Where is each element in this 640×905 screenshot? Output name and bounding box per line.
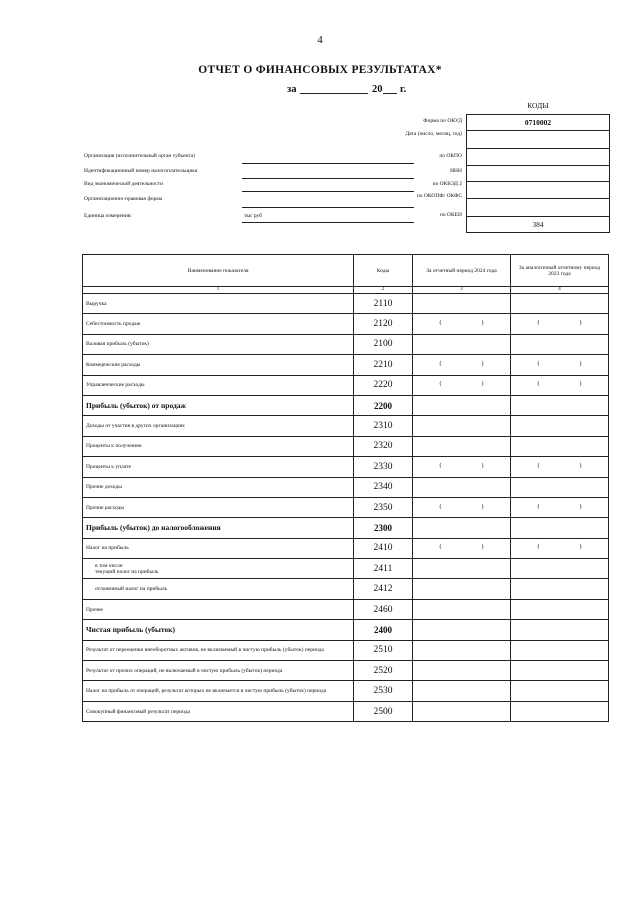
row-code: 2100 [354,334,413,354]
row-label: отложенный налог на прибыль [83,579,354,599]
row-code: 2510 [354,640,413,660]
close-paren: ) [481,544,484,551]
table-header-row [83,255,609,287]
close-paren: ) [481,503,484,510]
period-year-prefix: 20 [372,84,383,95]
row-previous-value[interactable] [511,314,609,334]
row-current-value[interactable] [413,497,511,517]
unit-field[interactable] [242,221,414,223]
row-label: в том числе: текущий налог на прибыль [83,559,354,579]
row-label: Проценты к получению [83,436,354,456]
table-row [83,497,609,517]
close-paren: ) [481,381,484,388]
okpo-value[interactable] [467,149,609,165]
codes-box [466,114,610,233]
row-current-value[interactable] [413,436,511,456]
row-current-value[interactable] [413,579,511,599]
table-row [83,681,609,701]
row-current-value[interactable] [413,477,511,497]
open-paren: ( [439,360,442,367]
row-label: Прочее [83,599,354,619]
table-index-row [83,287,609,294]
table-row [83,538,609,558]
row-label: Коммерческие расходы [83,355,354,375]
row-previous-value[interactable] [511,477,609,497]
row-label: Прибыль (убыток) до налогообложения [83,518,354,538]
table-row [83,579,609,599]
period-date-line[interactable] [300,84,368,94]
negative-value-brackets [538,463,582,469]
row-current-value[interactable] [413,559,511,579]
open-paren: ( [537,360,540,367]
row-label: Налог на прибыль [83,538,354,558]
header-previous-period: За аналогичный отчетному период 2023 года [511,255,609,287]
row-code: 2411 [354,559,413,579]
close-paren: ) [579,320,582,327]
row-current-value[interactable] [413,681,511,701]
open-paren: ( [537,544,540,551]
header-indicator: Наименование показателя [83,255,354,287]
row-label: Совокупный финансовый результат периода [83,701,354,721]
unit-label: Единица измерения: [84,213,132,219]
close-paren: ) [579,360,582,367]
row-code: 2110 [354,294,413,314]
row-code: 2300 [354,518,413,538]
close-paren: ) [579,381,582,388]
date-label: Дата (число, месяц, год) [405,131,462,137]
row-previous-value[interactable] [511,599,609,619]
table-row [83,395,609,415]
row-current-value[interactable] [413,661,511,681]
row-code: 2460 [354,599,413,619]
row-previous-value[interactable] [511,497,609,517]
row-previous-value[interactable] [511,355,609,375]
okopf-value[interactable] [467,199,609,217]
negative-value-brackets [538,544,582,550]
okei-label: по ОКЕИ [439,212,462,218]
inn-value[interactable] [467,166,609,182]
table-row [83,334,609,354]
negative-value-brackets [440,504,484,510]
row-current-value[interactable] [413,620,511,640]
row-code: 2120 [354,314,413,334]
row-code: 2530 [354,681,413,701]
row-code: 2330 [354,457,413,477]
row-current-value[interactable] [413,375,511,395]
negative-value-brackets [440,544,484,550]
legal-form-label: Организационно-правовая форма [84,196,163,202]
row-code: 2410 [354,538,413,558]
row-label: Прочие расходы [83,497,354,517]
table-row [83,457,609,477]
row-label: Проценты к уплате [83,457,354,477]
row-current-value[interactable] [413,701,511,721]
row-current-value[interactable] [413,599,511,619]
period-suffix: г. [400,84,407,95]
row-previous-value[interactable] [511,294,609,314]
organization-label: Организация (исполнительный орган субъекта) [84,153,196,159]
open-paren: ( [537,462,540,469]
index-3: 3 [413,287,511,294]
negative-value-brackets [440,463,484,469]
row-label: Результат от переоценки внеоборотных активов, не включаемый в чистую прибыль (убыток) периода [83,640,354,660]
table-row [83,640,609,660]
codes-label: КОДЫ [527,101,549,110]
row-previous-value[interactable] [511,620,609,640]
negative-value-brackets [538,320,582,326]
row-previous-value[interactable] [511,436,609,456]
header-current-period: За отчетный период 2024 года [413,255,511,287]
tax-id-field[interactable] [242,177,414,179]
row-previous-value[interactable] [511,416,609,436]
row-code: 2310 [354,416,413,436]
open-paren: ( [439,320,442,327]
okved-label: по ОКВЭД 2 [432,181,462,187]
row-current-value[interactable] [413,355,511,375]
report-title: ОТЧЕТ О ФИНАНСОВЫХ РЕЗУЛЬТАТАХ* [198,64,442,76]
page-number: 4 [317,34,323,46]
row-previous-value[interactable] [511,661,609,681]
row-previous-value[interactable] [511,395,609,415]
open-paren: ( [439,503,442,510]
negative-value-brackets [538,504,582,510]
row-code: 2220 [354,375,413,395]
table-row [83,314,609,334]
open-paren: ( [537,320,540,327]
date-value[interactable] [467,131,609,149]
okved-value[interactable] [467,182,609,198]
row-previous-value[interactable] [511,375,609,395]
row-previous-value[interactable] [511,701,609,721]
organization-field[interactable] [242,162,414,164]
okud-label: Форма по ОКУД [423,118,462,124]
table-row [83,416,609,436]
row-code: 2500 [354,701,413,721]
row-label: Валовая прибыль (убыток) [83,334,354,354]
row-previous-value[interactable] [511,640,609,660]
table-row [83,436,609,456]
open-paren: ( [537,503,540,510]
row-label: Себестоимость продаж [83,314,354,334]
close-paren: ) [579,503,582,510]
row-current-value[interactable] [413,518,511,538]
okpo-label: по ОКПО [439,153,462,159]
header-codes: Коды [354,255,413,287]
row-current-value[interactable] [413,294,511,314]
index-4: 4 [511,287,609,294]
negative-value-brackets [440,361,484,367]
period-year-line[interactable] [383,84,397,94]
row-code: 2412 [354,579,413,599]
financial-results-table [82,254,609,722]
okopf-label: по ОКОПФ/ ОКФС [416,193,462,199]
table-row [83,620,609,640]
row-current-value[interactable] [413,640,511,660]
activity-field[interactable] [242,190,414,192]
row-previous-value[interactable] [511,681,609,701]
negative-value-brackets [538,361,582,367]
close-paren: ) [579,544,582,551]
row-code: 2200 [354,395,413,415]
inn-label: ИНН [450,168,462,174]
row-label: Налог на прибыль от операций, результат которых не включается в чистую прибыль (убыток) периода [83,681,354,701]
index-1: 1 [83,287,354,294]
table-row [83,559,609,579]
legal-form-field[interactable] [242,206,414,208]
row-current-value[interactable] [413,395,511,415]
negative-value-brackets [440,320,484,326]
table-row [83,599,609,619]
row-current-value[interactable] [413,538,511,558]
okei-value[interactable]: 384 [532,219,544,229]
row-previous-value[interactable] [511,538,609,558]
table-row [83,518,609,538]
row-label: Прочие доходы [83,477,354,497]
table-row [83,294,609,314]
activity-label: Вид экономической деятельности [84,181,164,187]
row-code: 2400 [354,620,413,640]
close-paren: ) [481,320,484,327]
row-label: Результат от прочих операций, не включаемый в чистую прибыль (убыток) периода [83,661,354,681]
period-prefix: за [287,84,297,95]
row-code: 2520 [354,661,413,681]
row-previous-value[interactable] [511,334,609,354]
tax-id-label: Идентификационный номер налогоплательщика [84,168,198,174]
row-label: Доходы от участия в других организациях [83,416,354,436]
open-paren: ( [439,381,442,388]
row-label: Выручка [83,294,354,314]
okud-value[interactable]: 0710002 [467,115,609,131]
table-row [83,661,609,681]
close-paren: ) [481,462,484,469]
close-paren: ) [579,462,582,469]
table-row [83,355,609,375]
table-row [83,375,609,395]
open-paren: ( [439,462,442,469]
row-previous-value[interactable] [511,579,609,599]
row-label: Чистая прибыль (убыток) [83,620,354,640]
row-current-value[interactable] [413,416,511,436]
row-label: Прибыль (убыток) от продаж [83,395,354,415]
row-label: Управленческие расходы [83,375,354,395]
row-code: 2340 [354,477,413,497]
row-previous-value[interactable] [511,457,609,477]
index-2: 2 [354,287,413,294]
row-previous-value[interactable] [511,518,609,538]
row-current-value[interactable] [413,314,511,334]
open-paren: ( [439,544,442,551]
row-previous-value[interactable] [511,559,609,579]
row-current-value[interactable] [413,457,511,477]
negative-value-brackets [538,381,582,387]
open-paren: ( [537,381,540,388]
close-paren: ) [481,360,484,367]
row-code: 2320 [354,436,413,456]
row-code: 2350 [354,497,413,517]
table-row [83,477,609,497]
table-row [83,701,609,721]
row-code: 2210 [354,355,413,375]
negative-value-brackets [440,381,484,387]
row-current-value[interactable] [413,334,511,354]
unit-value: тыс руб [244,213,263,219]
